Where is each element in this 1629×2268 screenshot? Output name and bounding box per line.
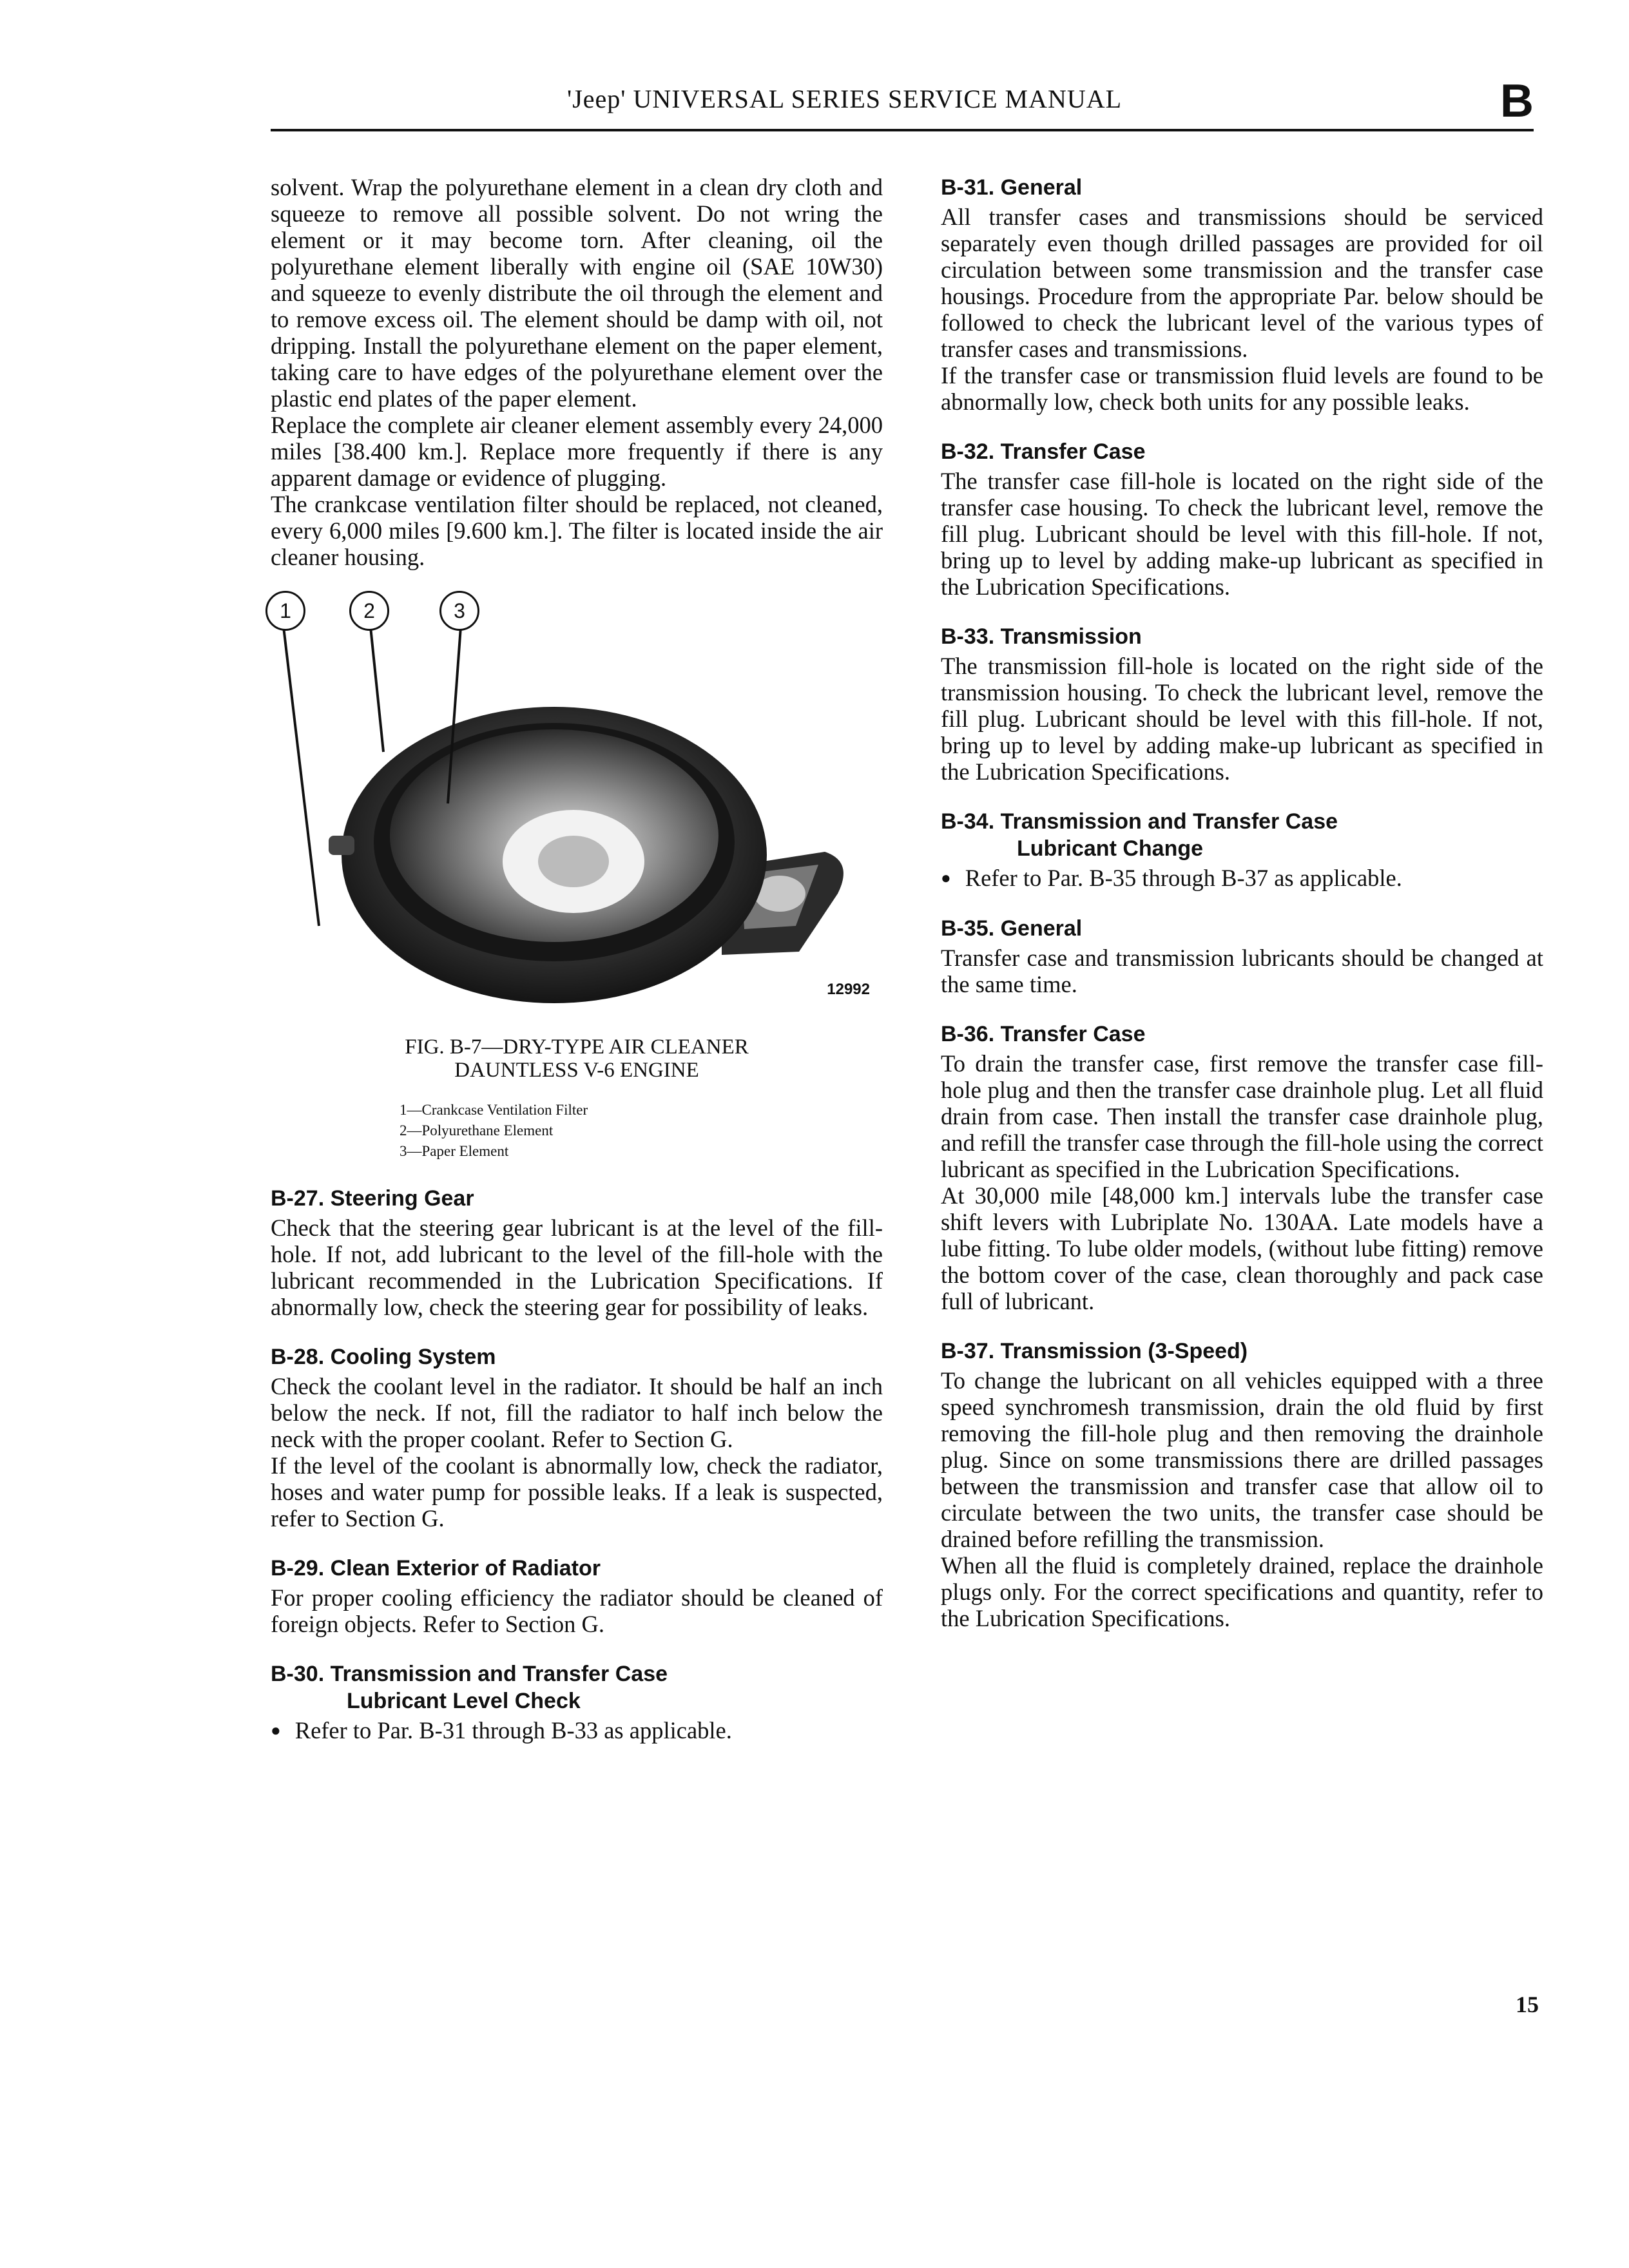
callout-2: 2 xyxy=(349,591,389,631)
section-heading: B-36. Transfer Case xyxy=(941,1022,1146,1046)
paragraph: For proper cooling efficiency the radiator should be cleaned of foreign objects. Refer to Section G. xyxy=(271,1584,883,1637)
section-heading xyxy=(271,1660,883,1715)
manual-title: 'Jeep' UNIVERSAL SERIES SERVICE MANUAL xyxy=(567,84,1123,113)
bullet-text: Refer to Par. B-35 through B-37 as applicable. xyxy=(965,865,1402,891)
figure-caption xyxy=(271,1035,883,1082)
section-heading xyxy=(941,808,1543,862)
right-column xyxy=(941,174,1543,1631)
paragraph: Transfer case and transmission lubricants should be changed at the same time. xyxy=(941,945,1543,997)
paragraph: The transfer case fill-hole is located on the right side of the transfer case housing. To check the lubricant level, remove the fill plug. Lubricant should be level with this fill-hole. If not, bring up to level by adding make-up lubricant as specified in the Lubrication Specifications. xyxy=(941,468,1543,600)
section-heading: B-27. Steering Gear xyxy=(271,1186,474,1211)
paragraph: The transmission fill-hole is located on the right side of the transmission housing. To check the lubricant level, remove the fill plug. Lubricant should be level with this fill-hole. If not, bring up to level by adding make-up lubricant as specified in the Lubrication Specifications. xyxy=(941,653,1543,785)
bullet-text: Refer to Par. B-31 through B-33 as applicable. xyxy=(294,1717,732,1744)
bullet-item xyxy=(941,865,1543,892)
air-cleaner-photo xyxy=(271,591,883,1003)
heading-line: B-30. Transmission and Transfer Case xyxy=(271,1662,668,1686)
paragraph: Check the coolant level in the radiator. It should be half an inch below the neck. If not, fill the radiator to half inch below the neck with the proper coolant. Refer to Section G. xyxy=(271,1373,883,1452)
section-heading: B-33. Transmission xyxy=(941,624,1142,649)
section-b29 xyxy=(271,1555,883,1637)
section-b30 xyxy=(271,1660,883,1744)
paragraph: If the transfer case or transmission fluid levels are found to be abnormally low, check both units for any possible leaks. xyxy=(941,362,1543,415)
callout-1: 1 xyxy=(265,591,305,631)
paragraph: To change the lubricant on all vehicles equipped with a three speed synchromesh transmission, drain the old fluid by first removing the fill-hole plug and then removing the drainhole plug. Since on some transmissions there are drilled passages between the transmission and transfer case that allow oil to circulate between the two units, the transfer case should be drained before refilling the transmission. xyxy=(941,1367,1543,1552)
section-b35 xyxy=(941,915,1543,997)
section-letter: B xyxy=(1500,75,1534,127)
heading-line: Lubricant Change xyxy=(1017,836,1204,861)
section-b36 xyxy=(941,1021,1543,1314)
section-b28 xyxy=(271,1343,883,1532)
legend-item: 2—Polyurethane Element xyxy=(400,1122,554,1139)
section-heading: B-28. Cooling System xyxy=(271,1345,496,1369)
section-b32 xyxy=(941,438,1543,600)
paragraph: All transfer cases and transmissions should be serviced separately even though drilled passages are provided for oil circulation between some transmission and the transfer case housings. Procedure from the appropriate Par. below should be followed to check the lubricant level of the various types of transfer cases and transmissions. xyxy=(941,204,1543,362)
page-number: 15 xyxy=(1516,1992,1539,2017)
heading-line: Lubricant Level Check xyxy=(347,1689,581,1713)
section-heading: B-31. General xyxy=(941,175,1083,200)
paragraph: Replace the complete air cleaner element assembly every 24,000 miles [38.400 km.]. Replace more frequently if there is any apparent damage or evidence of plugging. xyxy=(271,412,883,491)
paragraph: At 30,000 mile [48,000 km.] intervals lube the transfer case shift levers with Lubriplate No. 130AA. Late models have a lube fitting. To lube older models, (without lube fitting) remove the bottom cover of the case, clean thoroughly and pack case full of lubricant. xyxy=(941,1182,1543,1314)
page-header xyxy=(271,77,1534,131)
section-heading: B-37. Transmission (3-Speed) xyxy=(941,1339,1248,1363)
section-b27 xyxy=(271,1185,883,1320)
caption-line: FIG. B-7—DRY-TYPE AIR CLEANER xyxy=(405,1035,749,1059)
bullet-item xyxy=(271,1717,883,1744)
paragraph: If the level of the coolant is abnormally low, check the radiator, hoses and water pump for possible leaks. If a leak is suspected, refer to Section G. xyxy=(271,1452,883,1532)
paragraph: To drain the transfer case, first remove the transfer case fill-hole plug and then the transfer case drainhole plug. Let all fluid drain from case. Then install the transfer case drainhole plug, and refill the transfer case through the fill-hole using the correct lubricant as specified in the Lubrication Specifications. xyxy=(941,1050,1543,1182)
paragraph: When all the fluid is completely drained, replace the drainhole plugs only. For the correct specifications and quantity, refer to the Lubrication Specifications. xyxy=(941,1552,1543,1631)
section-b31 xyxy=(941,174,1543,415)
paragraph: The crankcase ventilation filter should be replaced, not cleaned, every 6,000 miles [9.600 km.]. The filter is located inside the air cleaner housing. xyxy=(271,491,883,570)
legend-item: 3—Paper Element xyxy=(400,1143,509,1159)
caption-line: DAUNTLESS V-6 ENGINE xyxy=(454,1059,699,1082)
figure-number: 12992 xyxy=(827,981,870,998)
bullet-icon: ● xyxy=(941,869,951,887)
air-cleaner-figure xyxy=(271,591,883,1003)
figure-legend xyxy=(400,1100,883,1162)
section-b34 xyxy=(941,808,1543,892)
heading-line: B-34. Transmission and Transfer Case xyxy=(941,809,1338,834)
paragraph: solvent. Wrap the polyurethane element in a clean dry cloth and squeeze to remove all possible solvent. Do not wring the element or it may become torn. After cleaning, oil the polyurethane element liberally with engine oil (SAE 10W30) and squeeze to evenly distribute the oil through the element and to remove excess oil. The element should be damp with oil, not dripping. Install the polyurethane element on the paper element, taking care to have edges of the polyurethane element over the plastic end plates of the paper element. xyxy=(271,174,883,412)
section-heading: B-32. Transfer Case xyxy=(941,439,1146,464)
paragraph: Check that the steering gear lubricant is at the level of the fill-hole. If not, add lubricant to the level of the fill-hole with the lubricant recommended in the Lubrication Specifications. If abnormally low, check the steering gear for possibility of leaks. xyxy=(271,1215,883,1320)
section-heading: B-35. General xyxy=(941,916,1083,941)
legend-item: 1—Crankcase Ventilation Filter xyxy=(400,1102,588,1118)
left-column xyxy=(271,174,883,1744)
section-heading: B-29. Clean Exterior of Radiator xyxy=(271,1556,601,1581)
section-b33 xyxy=(941,623,1543,785)
callout-3: 3 xyxy=(439,591,479,631)
section-b37 xyxy=(941,1338,1543,1631)
bullet-icon: ● xyxy=(271,1721,281,1740)
